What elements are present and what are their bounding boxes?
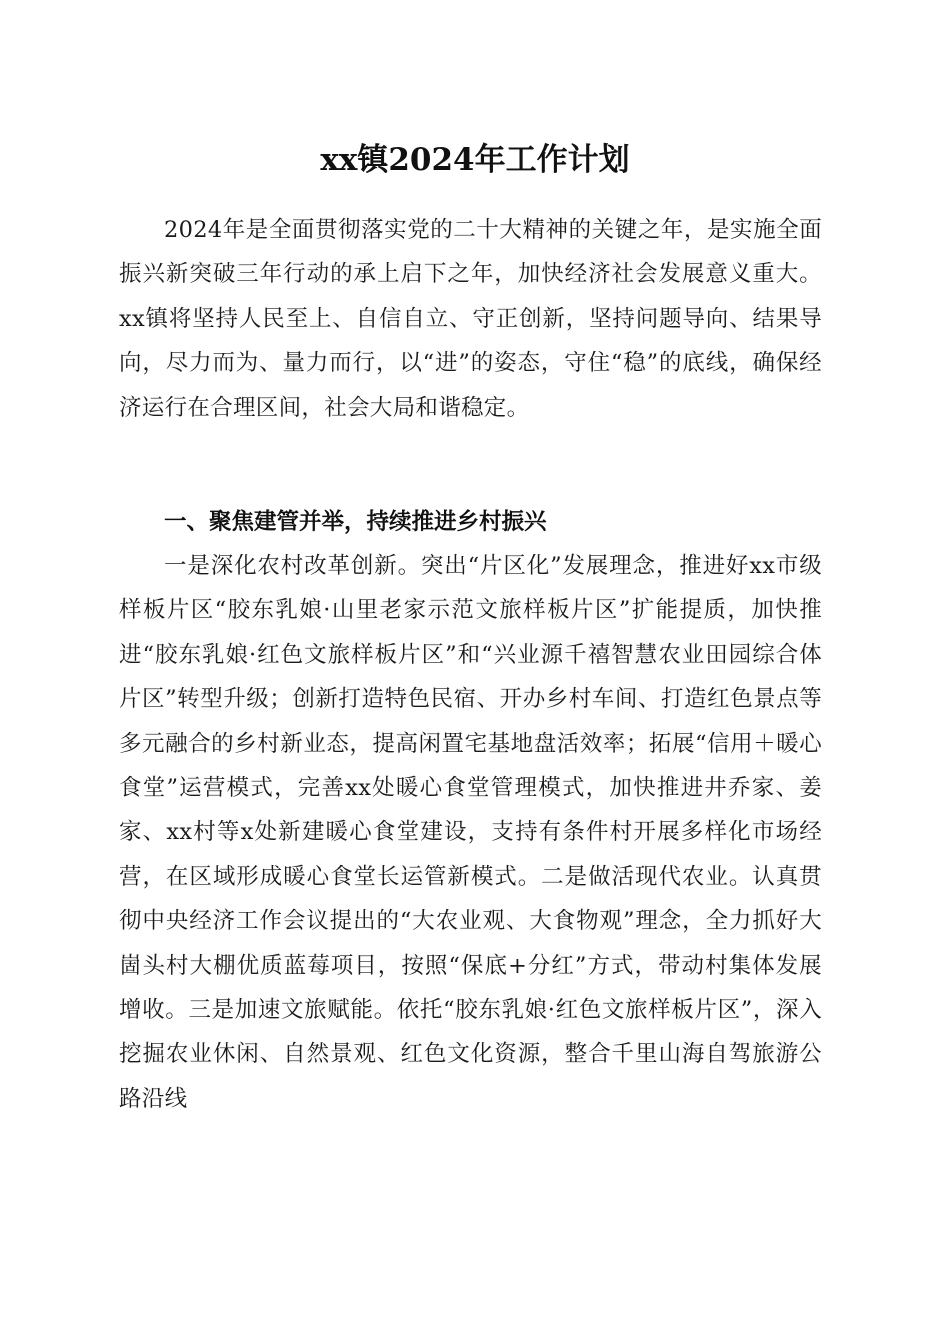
section-heading: 一、聚焦建管并举，持续推进乡村振兴 <box>164 509 547 535</box>
section-paragraph: 一是深化农村改革创新。突出“片区化”发展理念，推进好xx市级样板片区“胶东乳娘·山里老家示范文旅样板片区”扩能提质，加快推进“胶东乳娘·红色文旅样板片区”和“兴业源千禧智慧农业田园综合体片区”转型升级；创新打造特色民宿、开办乡村车间、打造红色景点等多元融合的乡村新业态，提高闲置宅基地盘活效率；拓展“信用＋暖心食堂”运营模式，完善xx处暖心食堂管理模式，加快推进井乔家、姜家、xx村等x处新建暖心食堂建设，支持有条件村开展多样化市场经营，在区域形成暖心食堂长运管新模式。二是做活现代农业。认真贯彻中央经济工作会议提出的“大农业观、大食物观”理念，全力抓好大崮头村大棚优质蓝莓项目，按照“保底+分红”方式，带动村集体发展增收。三是加速文旅赋能。依托“胶东乳娘·红色文旅样板片区”，深入挖掘农业休闲、自然景观、红色文化资源，整合千里山海自驾旅游公路沿线 <box>119 553 822 1112</box>
document-title: xx镇2024年工作计划 <box>320 142 630 178</box>
intro-paragraph: 2024年是全面贯彻落实党的二十大精神的关键之年，是实施全面振兴新突破三年行动的承上启下之年，加快经济社会发展意义重大。xx镇将坚持人民至上、自信自立、守正创新，坚持问题导向、结果导向，尽力而为、量力而行，以“进”的姿态，守住“稳”的底线，确保经济运行在合理区间，社会大局和谐稳定。 <box>119 217 822 421</box>
